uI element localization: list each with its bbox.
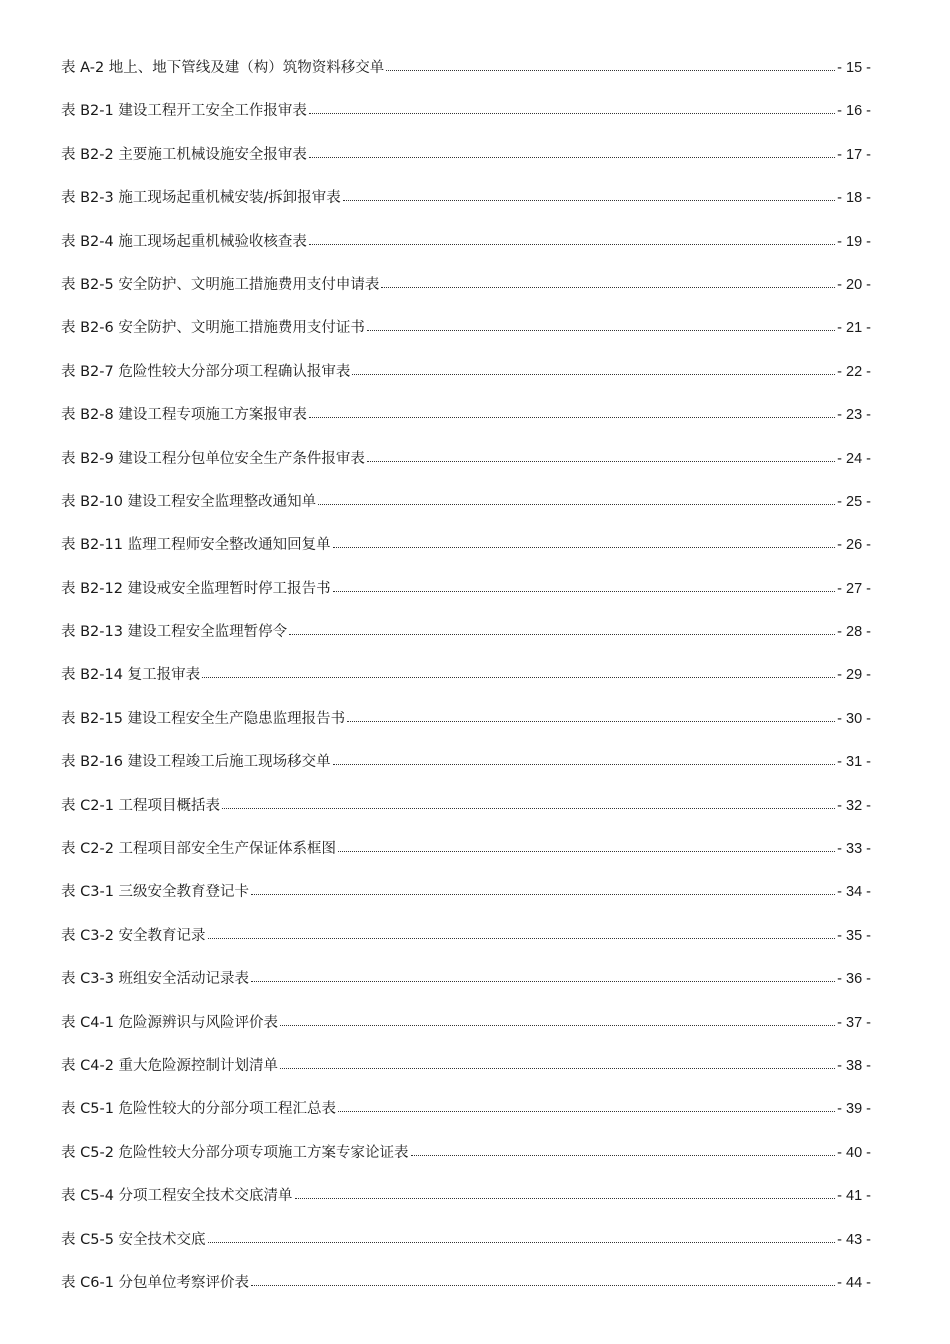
toc-entry-page-number: - 30 - [837, 710, 871, 727]
toc-entry-title: 表 B2-4 施工现场起重机械验收核查表 [61, 233, 307, 250]
toc-entry-title: 表 C5-4 分项工程安全技术交底清单 [61, 1188, 293, 1205]
table-of-contents [61, 57, 871, 1315]
toc-entry-title: 表 C2-2 工程项目部安全生产保证体系框图 [61, 841, 337, 858]
toc-dot-leader [222, 796, 835, 810]
toc-entry-title: 表 C3-2 安全教育记录 [61, 927, 206, 944]
toc-entry-page-number: - 33 - [837, 841, 871, 858]
toc-dot-leader [333, 535, 836, 549]
toc-entry-title: 表 B2-1 建设工程开工安全工作报审表 [61, 103, 307, 120]
toc-dot-leader [333, 752, 836, 766]
toc-entry[interactable] [61, 1142, 871, 1185]
toc-entry-title: 表 B2-16 建设工程竣工后施工现场移交单 [61, 754, 331, 771]
toc-dot-leader [318, 492, 835, 506]
toc-entry-page-number: - 25 - [837, 493, 871, 510]
toc-entry[interactable] [61, 491, 871, 534]
toc-entry-page-number: - 27 - [837, 580, 871, 597]
toc-entry[interactable] [61, 578, 871, 621]
toc-entry[interactable] [61, 1098, 871, 1141]
toc-entry-page-number: - 40 - [837, 1144, 871, 1161]
toc-dot-leader [386, 58, 835, 72]
toc-entry-title: 表 B2-6 安全防护、文明施工措施费用支付证书 [61, 320, 365, 337]
toc-entry-title: 表 B2-14 复工报审表 [61, 667, 201, 684]
toc-entry[interactable] [61, 187, 871, 230]
toc-entry-page-number: - 44 - [837, 1274, 871, 1291]
toc-entry-page-number: - 23 - [837, 407, 871, 424]
toc-entry-page-number: - 34 - [837, 884, 871, 901]
toc-entry-title: 表 C5-2 危险性较大分部分项专项施工方案专家论证表 [61, 1144, 409, 1161]
toc-dot-leader [251, 882, 835, 896]
toc-entry-title: 表 A-2 地上、地下管线及建（构）筑物资料移交单 [61, 60, 385, 76]
toc-entry-title: 表 B2-12 建设戒安全监理暂时停工报告书 [61, 580, 331, 597]
toc-entry[interactable] [61, 534, 871, 577]
toc-dot-leader [295, 1186, 836, 1200]
toc-entry-title: 表 C3-3 班组安全活动记录表 [61, 971, 250, 988]
toc-dot-leader [367, 449, 835, 463]
toc-dot-leader [338, 839, 835, 853]
toc-entry-page-number: - 32 - [837, 797, 871, 814]
toc-entry-title: 表 B2-13 建设工程安全监理暂停令 [61, 624, 288, 641]
toc-entry-page-number: - 22 - [837, 363, 871, 380]
toc-entry[interactable] [61, 1055, 871, 1098]
toc-entry[interactable] [61, 404, 871, 447]
toc-dot-leader [280, 1056, 835, 1070]
toc-entry[interactable] [61, 100, 871, 143]
toc-entry-page-number: - 31 - [837, 754, 871, 771]
toc-entry-title: 表 C4-1 危险源辨识与风险评价表 [61, 1014, 279, 1031]
toc-entry-title: 表 B2-9 建设工程分包单位安全生产条件报审表 [61, 450, 365, 467]
toc-dot-leader [251, 969, 835, 983]
toc-entry-page-number: - 39 - [837, 1101, 871, 1118]
toc-entry-page-number: - 26 - [837, 537, 871, 554]
toc-entry-title: 表 B2-5 安全防护、文明施工措施费用支付申请表 [61, 276, 380, 293]
toc-entry[interactable] [61, 274, 871, 317]
toc-dot-leader [411, 1143, 836, 1157]
toc-entry-title: 表 B2-2 主要施工机械设施安全报审表 [61, 146, 307, 163]
toc-entry-page-number: - 35 - [837, 927, 871, 944]
toc-entry-page-number: - 41 - [837, 1188, 871, 1205]
toc-dot-leader [338, 1099, 835, 1113]
toc-entry-page-number: - 36 - [837, 971, 871, 988]
toc-dot-leader [289, 622, 835, 636]
toc-dot-leader [381, 275, 835, 289]
toc-dot-leader [352, 362, 835, 376]
toc-entry[interactable] [61, 1185, 871, 1228]
toc-entry-title: 表 B2-3 施工现场起重机械安装/拆卸报审表 [61, 190, 341, 207]
toc-dot-leader [208, 926, 836, 940]
toc-entry-title: 表 B2-10 建设工程安全监理整改通知单 [61, 493, 317, 510]
toc-entry[interactable] [61, 1229, 871, 1272]
toc-entry-title: 表 B2-7 危险性较大分部分项工程确认报审表 [61, 363, 351, 380]
toc-entry-page-number: - 29 - [837, 667, 871, 684]
toc-entry[interactable] [61, 795, 871, 838]
toc-entry-page-number: - 28 - [837, 624, 871, 641]
toc-dot-leader [367, 318, 835, 332]
toc-entry[interactable] [61, 144, 871, 187]
toc-entry-page-number: - 21 - [837, 320, 871, 337]
toc-entry[interactable] [61, 708, 871, 751]
toc-dot-leader [343, 188, 835, 202]
toc-entry-page-number: - 37 - [837, 1014, 871, 1031]
toc-entry[interactable] [61, 664, 871, 707]
toc-dot-leader [309, 145, 835, 159]
toc-entry-page-number: - 15 - [837, 60, 871, 76]
toc-dot-leader [202, 665, 835, 679]
toc-entry[interactable] [61, 57, 871, 100]
toc-dot-leader [309, 405, 835, 419]
toc-entry-page-number: - 17 - [837, 146, 871, 163]
toc-entry-title: 表 C4-2 重大危险源控制计划清单 [61, 1057, 279, 1074]
toc-entry[interactable] [61, 838, 871, 881]
toc-entry[interactable] [61, 925, 871, 968]
toc-entry[interactable] [61, 448, 871, 491]
toc-entry-page-number: - 19 - [837, 233, 871, 250]
toc-dot-leader [347, 709, 835, 723]
toc-entry[interactable] [61, 231, 871, 274]
toc-entry-title: 表 B2-15 建设工程安全生产隐患监理报告书 [61, 710, 346, 727]
toc-entry-title: 表 C3-1 三级安全教育登记卡 [61, 884, 250, 901]
toc-entry-title: 表 C5-1 危险性较大的分部分项工程汇总表 [61, 1101, 337, 1118]
toc-entry-title: 表 C5-5 安全技术交底 [61, 1231, 206, 1248]
toc-dot-leader [333, 579, 836, 593]
toc-entry-page-number: - 43 - [837, 1231, 871, 1248]
toc-entry[interactable] [61, 881, 871, 924]
toc-entry-page-number: - 16 - [837, 103, 871, 120]
toc-dot-leader [309, 232, 835, 246]
toc-entry[interactable] [61, 317, 871, 360]
toc-entry-title: 表 C2-1 工程项目概括表 [61, 797, 221, 814]
toc-entry-page-number: - 38 - [837, 1057, 871, 1074]
toc-entry[interactable] [61, 1012, 871, 1055]
toc-entry[interactable] [61, 1272, 871, 1315]
toc-entry[interactable] [61, 751, 871, 794]
toc-entry-title: 表 C6-1 分包单位考察评价表 [61, 1274, 250, 1291]
toc-entry-title: 表 B2-11 监理工程师安全整改通知回复单 [61, 537, 331, 554]
toc-dot-leader [251, 1273, 835, 1287]
toc-dot-leader [309, 101, 835, 115]
toc-dot-leader [280, 1013, 835, 1027]
toc-entry[interactable] [61, 621, 871, 664]
toc-entry[interactable] [61, 361, 871, 404]
toc-entry-page-number: - 18 - [837, 190, 871, 207]
toc-dot-leader [208, 1230, 836, 1244]
toc-entry-page-number: - 20 - [837, 276, 871, 293]
toc-entry-page-number: - 24 - [837, 450, 871, 467]
toc-entry-title: 表 B2-8 建设工程专项施工方案报审表 [61, 407, 307, 424]
toc-entry[interactable] [61, 968, 871, 1011]
